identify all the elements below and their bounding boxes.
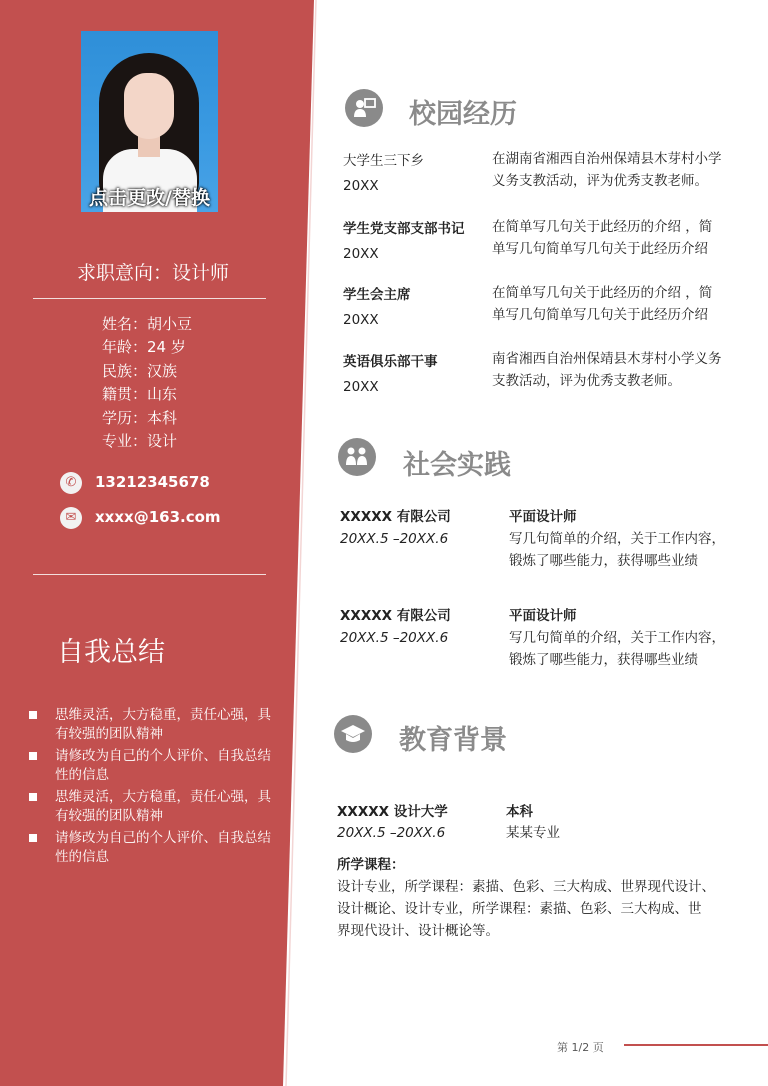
personal-info [102,313,192,453]
info-age: 年龄：24 岁 [102,338,186,357]
practice-company: XXXXX 有限公司 [340,608,451,624]
practice-position: 平面设计师 [509,608,577,624]
summary-item: 请修改为自己的个人评价、自我总结性的信息 [29,747,281,784]
phone-icon: ✆ [60,472,82,494]
square-bullet-icon [29,793,37,801]
campus-desc: 南省湘西自治州保靖县木芽村小学义务 支教活动，评为优秀支教老师。 [492,351,722,389]
practice-period: 20XX.5 –20XX.6 [340,531,449,547]
practice-company: XXXXX 有限公司 [340,509,451,525]
courses-text: 设计专业，所学课程：素描、色彩、三大构成、世界现代设计、 设计概论、设计专业，所学课程：素描、色彩、三大构成、世 界现代设计、设计概论等。 [337,879,715,939]
practice-desc: 写几句简单的介绍，关于工作内容， 锻炼了哪些能力，获得哪些业绩 [509,531,725,569]
campus-desc: 在湖南省湘西自治州保靖县木芽村小学 义务支教活动，评为优秀支教老师。 [492,151,722,189]
email-icon: ✉ [60,507,82,529]
campus-year: 20XX [343,379,379,395]
summary-item: 思维灵活，大方稳重，责任心强，具有较强的团队精神 [29,706,281,743]
education-period: 20XX.5 –20XX.6 [337,825,446,841]
campus-year: 20XX [343,246,379,262]
practice-desc: 写几句简单的介绍，关于工作内容， 锻炼了哪些能力，获得哪些业绩 [509,630,725,668]
campus-role: 学生党支部支部书记 [343,221,465,237]
campus-role: 学生会主席 [343,287,411,303]
summary-item: 思维灵活，大方稳重，责任心强，具有较强的团队精神 [29,788,281,825]
practice-period: 20XX.5 –20XX.6 [340,630,449,646]
section-title-education: 教育背景 [399,725,507,756]
education-school: XXXXX 设计大学 [337,804,448,820]
info-name: 姓名：胡小豆 [102,315,193,333]
profile-photo[interactable] [81,31,218,212]
job-intention: 求职意向：设计师 [77,262,230,284]
email-address: xxxx@163.com [95,508,221,526]
footer-divider [624,1044,768,1046]
education-major: 某某专业 [506,825,560,841]
section-title-campus: 校园经历 [409,99,517,130]
campus-year: 20XX [343,312,379,328]
person-board-icon [345,89,383,127]
courses-label: 所学课程： [337,857,405,873]
info-major: 专业：设计 [102,432,178,451]
photo-change-caption[interactable]: 点击更改/替换 [89,187,210,209]
summary-list [29,706,281,870]
campus-role: 英语俱乐部干事 [343,354,438,370]
campus-desc: 在简单写几句关于此经历的介绍 ，简 单写几句简单写几句关于此经历介绍 [492,219,713,257]
campus-desc: 在简单写几句关于此经历的介绍 ，简 单写几句简单写几句关于此经历介绍 [492,285,713,323]
square-bullet-icon [29,834,37,842]
practice-position: 平面设计师 [509,509,577,525]
campus-year: 20XX [343,178,379,194]
section-title-practice: 社会实践 [403,450,511,481]
info-education: 学历：本科 [102,408,178,427]
square-bullet-icon [29,752,37,760]
info-hometown: 籍贯：山东 [102,385,178,404]
square-bullet-icon [29,711,37,719]
people-icon [338,438,376,476]
sidebar-divider-bottom [33,574,266,575]
phone-number: 13212345678 [95,473,210,491]
photo-face [124,73,174,139]
sidebar-divider-top [33,298,266,299]
summary-title: 自我总结 [57,637,165,668]
info-ethnicity: 民族：汉族 [102,361,178,380]
campus-role: 大学生三下乡 [343,153,424,169]
page-number: 第 1/2 页 [557,1041,604,1054]
education-degree: 本科 [506,804,533,820]
summary-item: 请修改为自己的个人评价、自我总结性的信息 [29,829,281,866]
graduation-cap-icon [334,715,372,753]
